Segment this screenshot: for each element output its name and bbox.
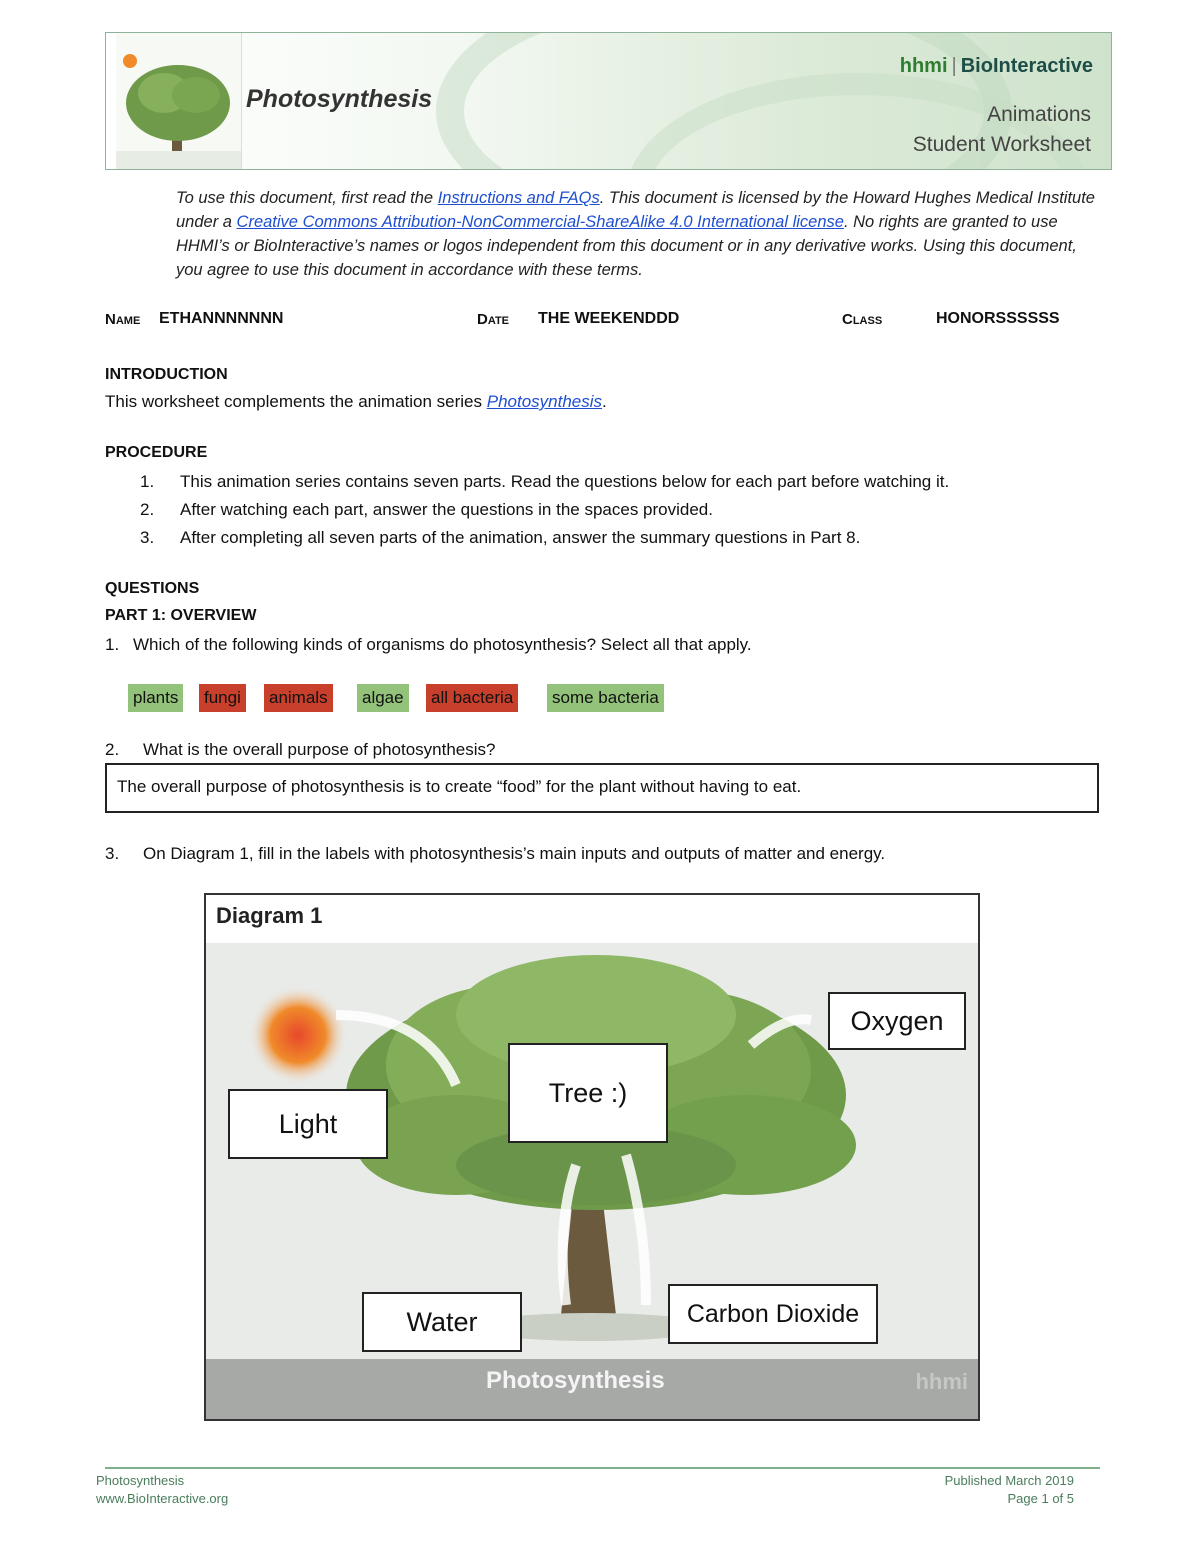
label-carbon-dioxide[interactable]: Carbon Dioxide bbox=[668, 1284, 878, 1344]
question-text: On Diagram 1, fill in the labels with photosynthesis’s main inputs and outputs of matter and energy. bbox=[143, 844, 886, 863]
name-value[interactable]: ETHANNNNNNN bbox=[159, 310, 284, 327]
tree-thumbnail-image bbox=[116, 33, 242, 169]
option-algae[interactable]: algae bbox=[357, 684, 409, 712]
footer-published-date: Published March 2019 bbox=[944, 1473, 1074, 1488]
procedure-heading: PROCEDURE bbox=[105, 444, 208, 461]
part1-heading: PART 1: OVERVIEW bbox=[105, 607, 257, 624]
intro-text: . bbox=[602, 392, 607, 411]
instructions-faqs-link[interactable]: Instructions and FAQs bbox=[437, 189, 600, 207]
label-water[interactable]: Water bbox=[362, 1292, 522, 1352]
label-oxygen[interactable]: Oxygen bbox=[828, 992, 966, 1050]
subtitle-animations: Animations bbox=[987, 103, 1091, 126]
date-label: Date bbox=[477, 311, 510, 328]
questions-heading: QUESTIONS bbox=[105, 580, 200, 597]
introduction-heading: INTRODUCTION bbox=[105, 366, 228, 383]
option-all-bacteria[interactable]: all bacteria bbox=[426, 684, 518, 712]
date-value[interactable]: THE WEEKENDDD bbox=[538, 310, 680, 327]
diagram-footer-logo: hhmi bbox=[915, 1369, 968, 1394]
license-text: . No rights are granted to use HHMI’s or BioInteractive’s names or logos independent from this document or in any derivative works. Using this document, you agree to use this document in accordance with these terms. bbox=[176, 213, 1077, 279]
procedure-item bbox=[140, 526, 860, 550]
question-2-answer-text: The overall purpose of photosynthesis is to create “food” for the plant without having to eat. bbox=[117, 777, 802, 796]
logo-separator: | bbox=[951, 55, 957, 77]
procedure-item bbox=[140, 498, 713, 522]
label-tree[interactable]: Tree :) bbox=[508, 1043, 668, 1143]
class-value[interactable]: HONORSSSSSS bbox=[936, 310, 1060, 327]
creative-commons-license-link[interactable]: Creative Commons Attribution-NonCommercial-ShareAlike 4.0 International license bbox=[236, 213, 844, 231]
footer-divider bbox=[105, 1467, 1100, 1469]
name-label: Name bbox=[105, 311, 141, 328]
question-text: What is the overall purpose of photosynthesis? bbox=[143, 740, 496, 759]
option-fungi[interactable]: fungi bbox=[199, 684, 246, 712]
footer-website-link[interactable]: www.BioInteractive.org bbox=[96, 1491, 229, 1506]
question-number: 3. bbox=[105, 844, 120, 863]
procedure-text: After completing all seven parts of the animation, answer the summary questions in Part 8. bbox=[180, 528, 861, 547]
hhmi-logo-text: hhmi bbox=[899, 55, 948, 77]
worksheet-title: Photosynthesis bbox=[246, 85, 433, 113]
hhmi-biointeractive-logo bbox=[900, 55, 1093, 78]
footer-page-number: Page 1 of 5 bbox=[1007, 1491, 1074, 1506]
procedure-text: After watching each part, answer the questions in the spaces provided. bbox=[180, 500, 713, 519]
option-plants[interactable]: plants bbox=[128, 684, 183, 712]
introduction-text bbox=[105, 390, 607, 414]
option-animals[interactable]: animals bbox=[264, 684, 333, 712]
photosynthesis-series-link[interactable]: Photosynthesis bbox=[486, 392, 603, 411]
header-banner bbox=[105, 32, 1112, 170]
option-some-bacteria[interactable]: some bacteria bbox=[547, 684, 664, 712]
diagram-title: Diagram 1 bbox=[216, 903, 323, 928]
license-paragraph bbox=[176, 186, 1106, 282]
diagram-1 bbox=[204, 893, 980, 1421]
question-number: 1. bbox=[105, 635, 120, 654]
license-text: . This document is licensed by the Howard Hughes Medical Institute under a bbox=[176, 189, 1095, 231]
procedure-number: 2. bbox=[140, 500, 155, 519]
class-label: Class bbox=[842, 311, 883, 328]
biointeractive-logo-text: BioInteractive bbox=[960, 55, 1093, 77]
diagram-footer-title: Photosynthesis bbox=[486, 1367, 665, 1394]
question-2-answer-box[interactable] bbox=[105, 763, 1099, 813]
intro-text: This worksheet complements the animation series bbox=[105, 392, 487, 411]
procedure-number: 3. bbox=[140, 528, 155, 547]
procedure-text: This animation series contains seven parts. Read the questions below for each part before watching it. bbox=[180, 472, 950, 491]
question-text: Which of the following kinds of organisms do photosynthesis? Select all that apply. bbox=[133, 635, 752, 654]
footer-title: Photosynthesis bbox=[96, 1473, 185, 1488]
label-light[interactable]: Light bbox=[228, 1089, 388, 1159]
procedure-item bbox=[140, 470, 949, 494]
procedure-number: 1. bbox=[140, 472, 155, 491]
subtitle-student-worksheet: Student Worksheet bbox=[912, 133, 1091, 156]
question-1 bbox=[105, 633, 752, 657]
license-text: To use this document, first read the bbox=[176, 189, 438, 207]
question-3 bbox=[105, 842, 885, 866]
question-2 bbox=[105, 738, 495, 762]
question-number: 2. bbox=[105, 740, 120, 759]
